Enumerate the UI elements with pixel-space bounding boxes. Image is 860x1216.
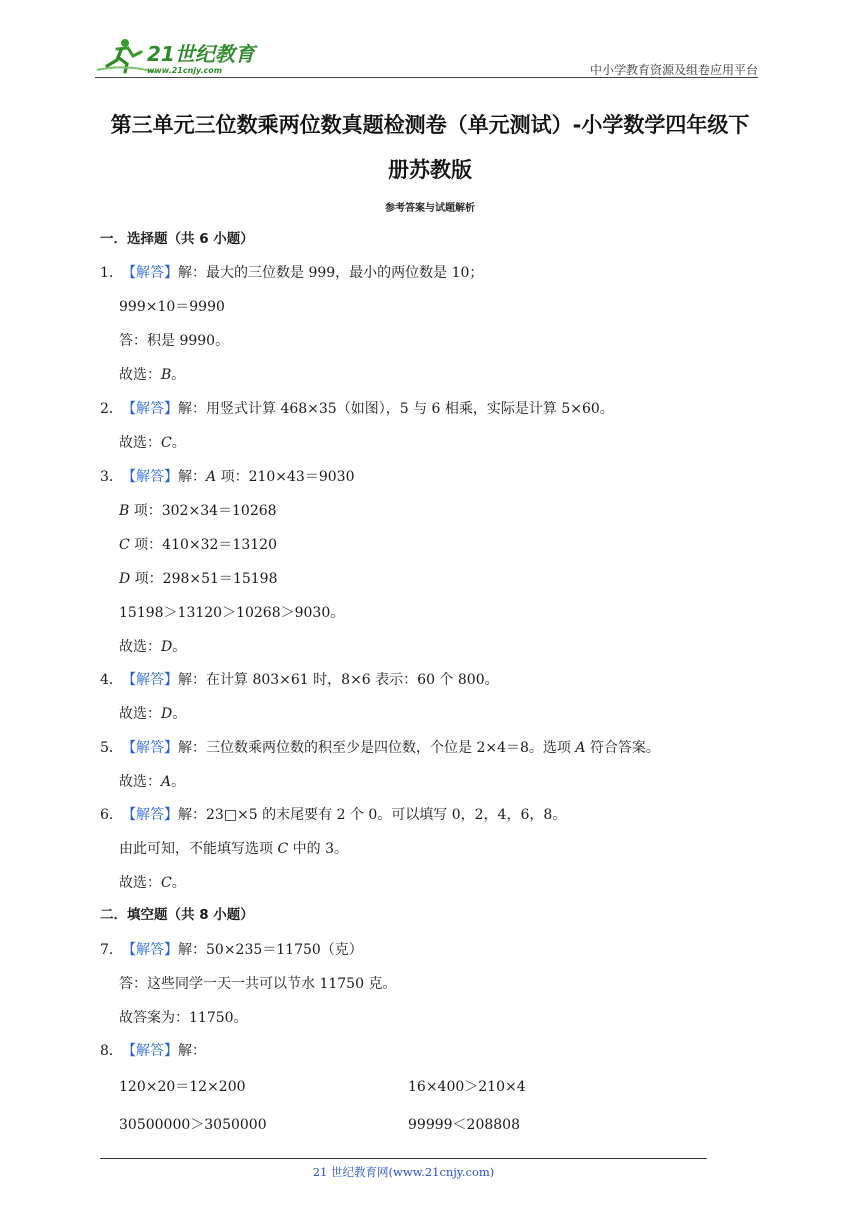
header-divider: [95, 77, 758, 78]
answer-text: 解：用竖式计算 468×35（如图），5 与 6 相乘，实际是计算 5×60。: [178, 401, 614, 417]
answer-1: [100, 264, 483, 282]
conclusion-prefix: 由此可知，不能填写选项: [119, 841, 278, 857]
answer-6: [100, 806, 566, 824]
answer-5-choice: [119, 773, 185, 791]
choice-suffix: 。: [172, 639, 187, 655]
answer-text: 解：: [178, 469, 206, 485]
answer-4: [100, 671, 499, 689]
answer-tag: 【解答】: [122, 672, 178, 688]
comparison-r1c2: 16×400＞210×4: [408, 1079, 526, 1095]
logo: [95, 36, 265, 76]
page-title-line-1: 第三单元三位数乘两位数真题检测卷（单元测试）-小学数学四年级下: [110, 113, 750, 137]
option-b-calc: 项：302×34＝10268: [129, 503, 277, 519]
answer-6-conclusion: [119, 840, 348, 858]
choice-suffix: 。: [171, 435, 186, 451]
choice-option: D: [161, 706, 173, 722]
page-footer: 21 世纪教育网(www.21cnjy.com): [312, 1165, 495, 1179]
option-d-calc: 项：298×51＝15198: [130, 571, 278, 587]
answer-2: [100, 400, 614, 418]
choice-option: C: [161, 435, 172, 451]
choice-prefix: 故选：: [119, 706, 161, 722]
section-heading-choice: 一．选择题（共 6 小题）: [100, 231, 254, 247]
option-c-label: C: [119, 537, 130, 553]
option-d-label: D: [119, 571, 131, 587]
answer-tag: 【解答】: [122, 401, 178, 417]
answer-text: 解：23□×5 的末尾要有 2 个 0。可以填写 0，2，4，6，8。: [178, 807, 567, 823]
choice-suffix: 。: [172, 706, 187, 722]
answer-text: 解：在计算 803×61 时，8×6 表示：60 个 800。: [178, 672, 499, 688]
choice-prefix: 故选：: [119, 774, 161, 790]
question-number: 5．: [100, 740, 123, 756]
answer-3-comparison: 15198＞13120＞10268＞9030。: [119, 605, 345, 621]
choice-option: C: [161, 875, 172, 891]
answer-text: 解：三位数乘两位数的积至少是四位数，个位是 2×4＝8。选项: [178, 740, 576, 756]
comparison-r2c1: 30500000＞3050000: [119, 1117, 267, 1133]
question-number: 2．: [100, 401, 123, 417]
page-subtitle: 参考答案与试题解析: [385, 203, 475, 214]
question-number: 4．: [100, 672, 123, 688]
choice-suffix: 。: [171, 774, 186, 790]
choice-option: D: [161, 639, 173, 655]
answer-tag: 【解答】: [122, 942, 178, 958]
footer-divider: [100, 1158, 707, 1159]
choice-option: A: [161, 774, 172, 790]
answer-3-option-d: [119, 570, 278, 588]
answer-8: [100, 1042, 206, 1060]
comparison-r1c1: 120×20＝12×200: [119, 1079, 246, 1095]
choice-prefix: 故选：: [119, 367, 161, 383]
answer-text: 解：50×235＝11750（克）: [178, 942, 363, 958]
question-number: 8．: [100, 1043, 123, 1059]
choice-prefix: 故选：: [119, 639, 161, 655]
choice-prefix: 故选：: [119, 875, 161, 891]
header-platform-text: 中小学教育资源及组卷应用平台: [589, 63, 758, 77]
answer-3-choice: [119, 638, 186, 656]
logo-url: www.21cnjy.com: [147, 66, 223, 75]
answer-7-line-2: 答：这些同学一天一共可以节水 11750 克。: [119, 976, 397, 992]
section-heading-fill: 二．填空题（共 8 小题）: [100, 907, 254, 923]
answer-3-option-b: [119, 502, 277, 520]
answer-5: [100, 739, 660, 757]
answer-3: [100, 468, 354, 486]
choice-prefix: 故选：: [119, 435, 161, 451]
option-b-label: B: [119, 503, 130, 519]
answer-3-option-c: [119, 536, 277, 554]
choice-suffix: 。: [171, 367, 186, 383]
answer-tag: 【解答】: [122, 265, 178, 281]
answer-7-line-3: 故答案为：11750。: [119, 1010, 248, 1026]
logo-text: 21世纪教育: [147, 42, 255, 66]
answer-tag: 【解答】: [122, 740, 178, 756]
choice-option: B: [161, 367, 172, 383]
comparison-r2c2: 99999＜208808: [408, 1117, 520, 1133]
conclusion-suffix: 中的 3。: [288, 841, 348, 857]
answer-4-choice: [119, 705, 186, 723]
answer-6-choice: [119, 874, 186, 892]
answer-tag: 【解答】: [122, 1043, 178, 1059]
option-a-label: A: [206, 469, 217, 485]
question-number: 7．: [100, 942, 123, 958]
page-title-line-2: 册苏教版: [388, 158, 472, 182]
choice-suffix: 。: [171, 875, 186, 891]
answer-text: 解：: [178, 1043, 206, 1059]
answer-1-choice: [119, 366, 185, 384]
option-a-calc: 项：210×43＝9030: [216, 469, 355, 485]
answer-tag: 【解答】: [122, 469, 178, 485]
answer-text: 解：最大的三位数是 999，最小的两位数是 10；: [178, 265, 484, 281]
question-number: 6．: [100, 807, 123, 823]
option-label: C: [277, 841, 289, 857]
answer-tag: 【解答】: [122, 807, 178, 823]
answer-1-line-2: 999×10＝9990: [119, 299, 225, 315]
answer-2-choice: [119, 434, 186, 452]
option-label: A: [575, 740, 586, 756]
question-number: 1．: [100, 265, 123, 281]
page-header: [95, 34, 758, 78]
answer-1-line-3: 答：积是 9990。: [119, 333, 230, 349]
option-c-calc: 项：410×32＝13120: [129, 537, 277, 553]
answer-7: [100, 941, 363, 959]
question-number: 3．: [100, 469, 123, 485]
answer-text-end: 符合答案。: [585, 740, 660, 756]
